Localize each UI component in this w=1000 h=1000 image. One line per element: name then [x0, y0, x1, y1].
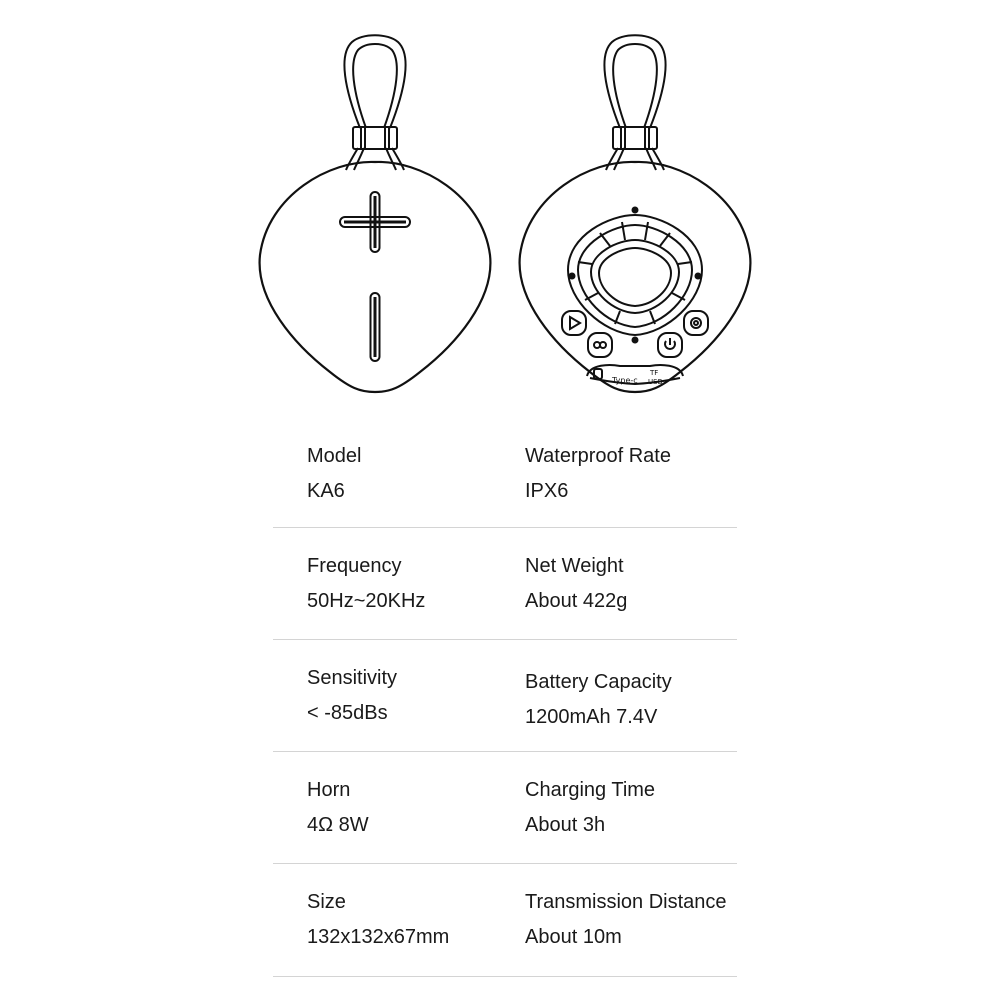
spec-cell-battery-capacity: [525, 670, 672, 729]
spec-value: 4Ω 8W: [307, 814, 369, 836]
spec-cell-charging-time: [525, 778, 655, 837]
spec-row: [273, 418, 737, 528]
spec-label: Transmission Distance: [525, 891, 727, 913]
spec-label: Frequency: [307, 555, 402, 577]
spec-value: About 3h: [525, 814, 606, 836]
spec-cell-model: [307, 444, 361, 503]
product-illustration: [0, 0, 1000, 410]
spec-cell-transmission-distance: [525, 890, 727, 949]
spec-label: Sensitivity: [307, 667, 398, 689]
speaker-back-icon: [520, 35, 751, 392]
spec-table: [273, 418, 737, 977]
port-label-typec: Type-c: [612, 376, 638, 385]
spec-cell-frequency: [307, 554, 425, 613]
spec-cell-net-weight: [525, 554, 627, 613]
spec-label: Horn: [307, 779, 351, 801]
spec-label: Net Weight: [525, 555, 624, 577]
speaker-front-icon: [260, 35, 491, 392]
spec-value: < -85dBs: [307, 702, 388, 724]
port-label-tf: TF: [650, 369, 659, 377]
spec-cell-horn: [307, 778, 369, 837]
spec-label: Charging Time: [525, 779, 656, 801]
spec-cell-sensitivity: [307, 666, 397, 725]
spec-value: KA6: [307, 480, 345, 502]
spec-cell-waterproof-rate: [525, 444, 671, 503]
spec-row: [273, 752, 737, 864]
port-label-usb: USB: [648, 378, 663, 386]
spec-value: 50Hz~20KHz: [307, 590, 426, 612]
spec-label: Waterproof Rate: [525, 445, 671, 467]
spec-label: Battery Capacity: [525, 671, 672, 693]
spec-value: 1200mAh 7.4V: [525, 706, 658, 728]
spec-row: [273, 528, 737, 640]
spec-row: [273, 640, 737, 752]
spec-label: Model: [307, 445, 362, 467]
spec-value: IPX6: [525, 480, 569, 502]
spec-value: About 422g: [525, 590, 628, 612]
spec-value: About 10m: [525, 926, 622, 948]
spec-label: Size: [307, 891, 346, 913]
spec-cell-size: [307, 890, 449, 949]
spec-value: 132x132x67mm: [307, 926, 450, 948]
spec-row: [273, 864, 737, 977]
